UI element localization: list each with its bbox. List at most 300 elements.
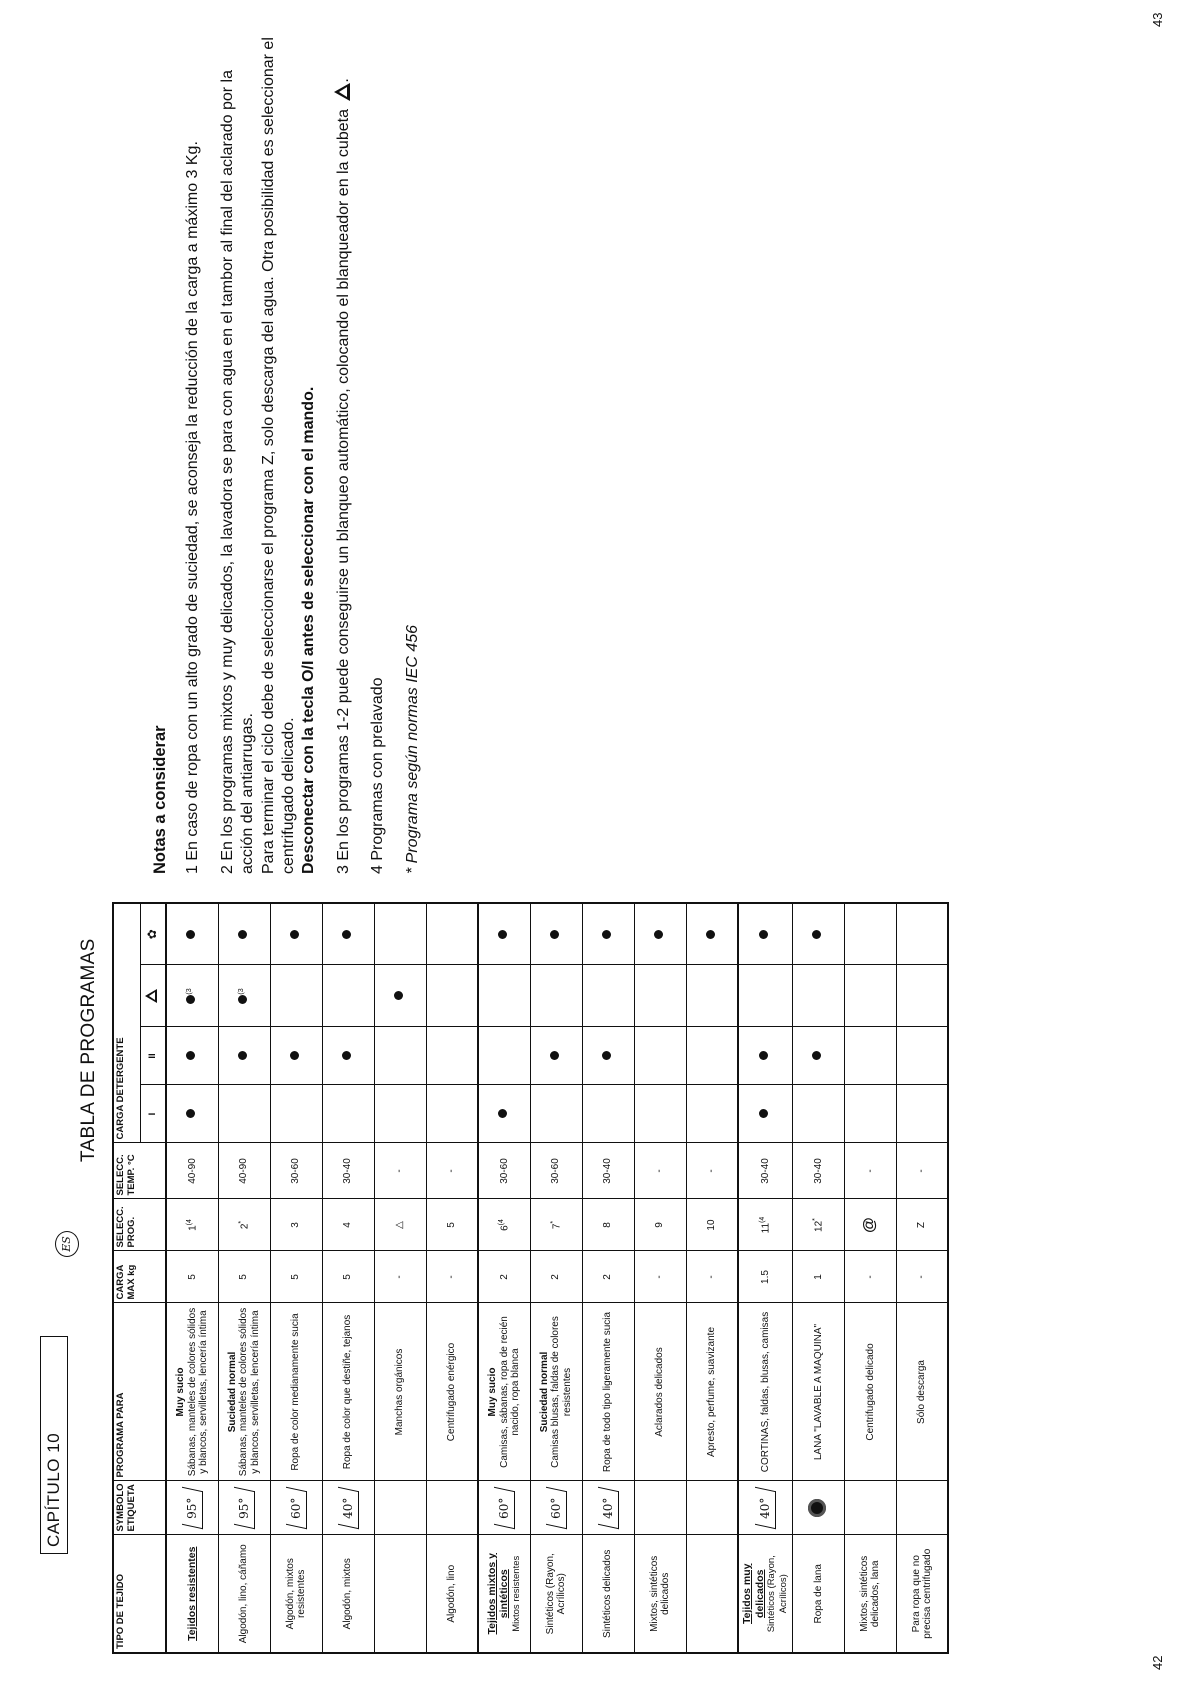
- prog-cell: [686, 1199, 738, 1251]
- detergent-cell-2: [166, 1027, 218, 1085]
- detergent-cell-4: [738, 903, 792, 965]
- prog-cell: [270, 1199, 322, 1251]
- prog-cell: [426, 1199, 478, 1251]
- prog-value: 9: [654, 1222, 666, 1228]
- programa-label: Sábanas, manteles de colores sólidos y blancos, servilletas, lencería íntima: [238, 1307, 261, 1477]
- tipo-cell: [478, 1535, 530, 1653]
- wash-temp-symbol: [494, 1487, 515, 1529]
- detergent-cell-4: [478, 903, 530, 965]
- detergent-cell-3: [218, 965, 270, 1027]
- detergent-cell-3: [478, 965, 530, 1027]
- detergent-cell-1: [844, 1085, 896, 1143]
- prog-cell: [582, 1199, 634, 1251]
- tipo-label: Algodón, mixtos: [342, 1558, 354, 1630]
- tipo-cell: [166, 1535, 218, 1653]
- prog-superscript: (4: [759, 1216, 766, 1223]
- programa-cell: [738, 1303, 792, 1481]
- detergent-cell-2: [792, 1027, 844, 1085]
- programa-label: Ropa de color que destiñe, tejanos: [342, 1314, 354, 1470]
- temp-value: -: [654, 1169, 666, 1173]
- tipo-cell: [322, 1535, 374, 1653]
- temp-cell: [218, 1143, 270, 1199]
- prog-cell: [792, 1199, 844, 1251]
- prog-superscript: *: [237, 1220, 245, 1224]
- header-simbolo: SYMBOLO ETIQUETA: [113, 1481, 166, 1535]
- page-number-right: 43: [1150, 12, 1165, 27]
- programa-heading: Muy sucio: [175, 1367, 186, 1417]
- carga-value: -: [916, 1275, 928, 1279]
- carga-cell: [686, 1251, 738, 1303]
- tipo-group-heading: Tejidos resistentes: [186, 1546, 198, 1641]
- detergent-cell-4: [166, 903, 218, 965]
- detergent-cell-1: [738, 1085, 792, 1143]
- spiral-icon: @: [861, 1217, 879, 1233]
- detergent-cell-3: [322, 965, 374, 1027]
- programa-cell: [478, 1303, 530, 1481]
- note-4: 4 Programas con prelavado: [369, 677, 387, 874]
- prog-value: Z: [916, 1221, 928, 1229]
- detergent-cell-1: [478, 1085, 530, 1143]
- detergent-cell-3: [530, 965, 582, 1027]
- detergent-dot: [290, 930, 299, 939]
- wash-temp-symbol-label: 40°: [340, 1497, 355, 1519]
- detergent-cell-3: [270, 965, 322, 1027]
- detergent-cell-1: [426, 1085, 478, 1143]
- detergent-cell-4: [582, 903, 634, 965]
- temp-value: 30-60: [290, 1158, 302, 1184]
- programa-label: LANA "LAVABLE A MAQUINA": [812, 1323, 824, 1461]
- detergent-cell-4: [792, 903, 844, 965]
- carga-value: -: [864, 1275, 876, 1279]
- tipo-label: Algodón, lino: [446, 1564, 457, 1623]
- programa-cell: [322, 1303, 374, 1481]
- symbol-cell: [218, 1481, 270, 1535]
- temp-value: 30-40: [812, 1158, 824, 1184]
- prog-superscript: (4: [497, 1219, 505, 1226]
- programa-cell: [686, 1303, 738, 1481]
- temp-cell: [530, 1143, 582, 1199]
- tipo-cell: [686, 1535, 738, 1653]
- table-row: [738, 903, 792, 1653]
- programa-cell: [374, 1303, 426, 1481]
- detergent-dot: [394, 992, 403, 1001]
- tipo-cell: [426, 1535, 478, 1653]
- tipo-label: Algodón, mixtos resistentes: [284, 1558, 307, 1630]
- detergent-dot: [550, 1052, 559, 1061]
- table-row: [634, 903, 686, 1653]
- temp-cell: [166, 1143, 218, 1199]
- symbol-cell: [844, 1481, 896, 1535]
- table-row: [582, 903, 634, 1653]
- temp-cell: [426, 1143, 478, 1199]
- temp-value: -: [916, 1169, 928, 1173]
- wash-temp-symbol: [338, 1487, 359, 1529]
- symbol-cell: [634, 1481, 686, 1535]
- carga-value: -: [706, 1275, 717, 1279]
- temp-value: -: [446, 1169, 457, 1173]
- prog-value: 7: [550, 1223, 562, 1230]
- carga-value: -: [394, 1275, 406, 1279]
- prog-value: 1: [187, 1225, 199, 1231]
- wash-temp-symbol-label: 95°: [236, 1497, 251, 1519]
- detergent-cell-1: [322, 1085, 374, 1143]
- tipo-cell: [792, 1535, 844, 1653]
- detergent-dot: [342, 930, 351, 939]
- programa-label: Manchas orgánicos: [394, 1348, 406, 1436]
- temp-cell: [686, 1143, 738, 1199]
- wash-temp-symbol: [234, 1487, 255, 1529]
- prog-cell: [166, 1199, 218, 1251]
- detergent-dot: [550, 930, 559, 939]
- detergent-dot: [602, 1052, 611, 1061]
- detergent-cell-4: [322, 903, 374, 965]
- header-tipo: TIPO DE TEJIDO: [113, 1535, 166, 1653]
- detergent-cell-1: [530, 1085, 582, 1143]
- tipo-cell: [844, 1535, 896, 1653]
- detergent-cell-3: [426, 965, 478, 1027]
- detergent-dot: [759, 930, 768, 939]
- temp-value: 30-60: [550, 1158, 562, 1184]
- detergent-cell-2: [530, 1027, 582, 1085]
- tipo-label: Algodón, lino, cáñamo: [238, 1544, 250, 1644]
- detergent-cell-1: [634, 1085, 686, 1143]
- detergent-cell-3: [738, 965, 792, 1027]
- programa-cell: [426, 1303, 478, 1481]
- detergent-cell-4: [530, 903, 582, 965]
- carga-cell: [374, 1251, 426, 1303]
- detergent-cell-4: [844, 903, 896, 965]
- table-row: [218, 903, 270, 1653]
- wash-temp-symbol-label: 60°: [496, 1497, 511, 1519]
- programa-label: Ropa de color medianamente sucia: [290, 1313, 302, 1471]
- detergent-cell-3: [166, 965, 218, 1027]
- temp-value: 30-40: [602, 1158, 614, 1184]
- prog-value: 6: [499, 1225, 511, 1231]
- detergent-cell-3: [844, 965, 896, 1027]
- programa-heading: Suciedad normal: [226, 1351, 238, 1433]
- tipo-cell: [896, 1535, 948, 1653]
- detergent-cell-1: [896, 1085, 948, 1143]
- tipo-label: Sintéticos (Rayon, Acrílicos): [544, 1553, 567, 1635]
- symbol-cell: [322, 1481, 374, 1535]
- temp-value: -: [864, 1169, 876, 1173]
- wash-temp-symbol: [546, 1487, 567, 1529]
- programa-label: Camisas blusas, faldas de colores resistentes: [550, 1316, 573, 1468]
- symbol-cell: [582, 1481, 634, 1535]
- detergent-dot: [706, 930, 715, 939]
- prog-value: 8: [602, 1222, 614, 1228]
- detergent-cell-4: [270, 903, 322, 965]
- table-row: [322, 903, 374, 1653]
- detergent-cell-2: [582, 1027, 634, 1085]
- temp-value: 40-90: [186, 1158, 198, 1184]
- carga-value: 5: [186, 1274, 198, 1280]
- carga-cell: [634, 1251, 686, 1303]
- detergent-dot: [498, 930, 507, 939]
- carga-cell: [738, 1251, 792, 1303]
- detergent-dot: [186, 930, 195, 939]
- note-2c: Desconectar con la tecla O/I antes de seleccionar con el mando.: [300, 386, 318, 874]
- detergent-dot: [812, 930, 821, 939]
- detergent-dot: [186, 1110, 195, 1119]
- prog-cell: [844, 1199, 896, 1251]
- detergent-cell-4: [426, 903, 478, 965]
- programa-label: Camisas, sábanas, ropa de recién nacido, ropa blanca: [498, 1316, 521, 1468]
- prog-superscript: *: [549, 1220, 557, 1224]
- detergent-cell-4: [634, 903, 686, 965]
- detergent-cell-1: [374, 1085, 426, 1143]
- detergent-cell-3: [634, 965, 686, 1027]
- table-row: [166, 903, 218, 1653]
- symbol-cell: [738, 1481, 792, 1535]
- programa-label: Aclarados delicados: [654, 1347, 666, 1437]
- prog-superscript: (4: [185, 1219, 193, 1226]
- tipo-group-heading: Tejidos mixtos y sintéticos: [485, 1553, 511, 1635]
- symbol-cell: [270, 1481, 322, 1535]
- programa-label: Centrifugado delicado: [864, 1343, 876, 1441]
- prog-cell: [530, 1199, 582, 1251]
- table-title: TABLA DE PROGRAMAS: [78, 938, 99, 1162]
- carga-cell: [218, 1251, 270, 1303]
- note-1: 1 En caso de ropa con un alto grado de suciedad, se aconseja la reducción de la carga a máximo 3 Kg.: [184, 141, 202, 874]
- prog-superscript: *: [811, 1218, 819, 1221]
- detergent-cell-2: [844, 1027, 896, 1085]
- programa-cell: [792, 1303, 844, 1481]
- symbol-cell: [166, 1481, 218, 1535]
- triangle-icon: [334, 83, 350, 101]
- wash-temp-symbol-label: 60°: [548, 1497, 563, 1519]
- detergent-dot: [238, 995, 247, 1004]
- temp-cell: [270, 1143, 322, 1199]
- programa-heading: Muy sucio: [487, 1367, 498, 1417]
- programa-cell: [634, 1303, 686, 1481]
- carga-cell: [844, 1251, 896, 1303]
- temp-cell: [738, 1143, 792, 1199]
- temp-value: 40-90: [238, 1158, 250, 1184]
- programs-table: [112, 902, 949, 1654]
- temp-cell: [478, 1143, 530, 1199]
- detergent-dot: [812, 1052, 821, 1061]
- detergent-cell-1: [166, 1085, 218, 1143]
- prog-value: 4: [342, 1222, 354, 1228]
- detergent-cell-1: [582, 1085, 634, 1143]
- detergent-dot: [186, 995, 195, 1004]
- prog-cell: [634, 1199, 686, 1251]
- carga-cell: [530, 1251, 582, 1303]
- programa-cell: [844, 1303, 896, 1481]
- prog-value: 2: [238, 1223, 250, 1230]
- detergent-cell-2: [478, 1027, 530, 1085]
- carga-cell: [166, 1251, 218, 1303]
- prog-value: 10: [706, 1219, 717, 1231]
- prog-cell: [738, 1199, 792, 1251]
- symbol-cell: [478, 1481, 530, 1535]
- table-row: [686, 903, 738, 1653]
- detergent-cell-1: [686, 1085, 738, 1143]
- table-row: [426, 903, 478, 1653]
- detergent-dot: [759, 1110, 768, 1119]
- wash-temp-symbol-label: 95°: [184, 1497, 199, 1519]
- detergent-cell-4: [686, 903, 738, 965]
- temp-cell: [582, 1143, 634, 1199]
- detergent-dot: [342, 1052, 351, 1061]
- table-row: [270, 903, 322, 1653]
- carga-cell: [792, 1251, 844, 1303]
- symbol-cell: [686, 1481, 738, 1535]
- detergent-cell-3: [582, 965, 634, 1027]
- programa-cell: [166, 1303, 218, 1481]
- table-row: [896, 903, 948, 1653]
- symbol-cell: [792, 1481, 844, 1535]
- programa-cell: [218, 1303, 270, 1481]
- detergent-cell-2: [686, 1027, 738, 1085]
- programa-label: Sábanas, manteles de colores sólidos y blancos, servilletas, lencería íntima: [186, 1307, 209, 1477]
- carga-value: 5: [342, 1274, 354, 1280]
- detergent-cell-1: [792, 1085, 844, 1143]
- detergent-superscript: (3: [237, 988, 245, 995]
- programa-label: Ropa de todo tipo ligeramente sucia: [602, 1311, 614, 1473]
- temp-cell: [896, 1143, 948, 1199]
- tipo-label: Sintéticos delicados: [602, 1549, 614, 1638]
- detergent-cell-2: [896, 1027, 948, 1085]
- detergent-cell-4: [374, 903, 426, 965]
- header-carga: CARGA MAX kg: [113, 1251, 166, 1303]
- symbol-cell: [426, 1481, 478, 1535]
- temp-cell: [844, 1143, 896, 1199]
- detergent-dot: [238, 1052, 247, 1061]
- detergent-cell-2: [374, 1027, 426, 1085]
- wash-temp-symbol-label: 40°: [600, 1497, 615, 1519]
- programa-cell: [582, 1303, 634, 1481]
- wash-temp-symbol-label: 60°: [288, 1497, 303, 1519]
- detergent-cell-3: [374, 965, 426, 1027]
- wash-temp-symbol: [286, 1487, 307, 1529]
- tipo-group-heading: Tejidos muy delicados: [741, 1563, 766, 1624]
- carga-cell: [426, 1251, 478, 1303]
- note-5: * Programa según normas IEC 456: [403, 624, 421, 874]
- detergent-cell-3: [896, 965, 948, 1027]
- table-row: [844, 903, 896, 1653]
- carga-cell: [270, 1251, 322, 1303]
- detergent-cell-3: [686, 965, 738, 1027]
- wash-temp-symbol-label: 40°: [757, 1497, 772, 1519]
- symbol-cell: [374, 1481, 426, 1535]
- detergent-dot: [498, 1110, 507, 1119]
- header-temp: SELECC. TEMP. °C: [113, 1143, 166, 1199]
- tipo-label: Mixtos, sintéticos delicados, lana: [858, 1555, 882, 1632]
- note-2b: Para terminar el ciclo debe de seleccionarse el programa Z, solo descarga del agua. Otra posibilidad es seleccionar el centrifugado delicado.: [259, 37, 297, 874]
- detergent-cell-2: [270, 1027, 322, 1085]
- carga-value: 2: [498, 1274, 510, 1280]
- programa-label: CORTINAS, faldas, blusas, camisas: [759, 1311, 771, 1473]
- carga-value: 5: [290, 1274, 302, 1280]
- temp-value: 30-60: [498, 1158, 510, 1184]
- carga-value: -: [654, 1275, 666, 1279]
- prog-cell: [322, 1199, 374, 1251]
- carga-cell: [478, 1251, 530, 1303]
- detergent-cell-1: [218, 1085, 270, 1143]
- programa-cell: [530, 1303, 582, 1481]
- tipo-label: Mixtos, sintéticos delicados: [648, 1555, 671, 1632]
- carga-cell: [582, 1251, 634, 1303]
- prog-cell: [896, 1199, 948, 1251]
- table-row: [374, 903, 426, 1653]
- notes-title: Notas a considerar: [151, 725, 169, 874]
- prog-value: 5: [446, 1222, 457, 1228]
- programa-cell: [270, 1303, 322, 1481]
- carga-value: -: [446, 1275, 457, 1279]
- prog-cell: [218, 1199, 270, 1251]
- detergent-cell-2: [218, 1027, 270, 1085]
- header-detergente: CARGA DETERGENTE: [113, 903, 141, 1143]
- programa-label: Apresto, perfume, suavizante: [706, 1326, 717, 1458]
- prog-value: 3: [290, 1222, 302, 1228]
- temp-cell: [792, 1143, 844, 1199]
- tipo-label: Mixtos resistentes: [510, 1555, 522, 1632]
- tipo-cell: [738, 1535, 792, 1653]
- prog-value: 11: [760, 1222, 772, 1234]
- tipo-cell: [530, 1535, 582, 1653]
- detergent-dot: [238, 930, 247, 939]
- detergent-cell-2: [738, 1027, 792, 1085]
- chapter-label: CAPÍTULO 10: [40, 1336, 68, 1554]
- detergent-cell-2: [322, 1027, 374, 1085]
- note-2a: 2 En los programas mixtos y muy delicados, la lavadora se para con agua en el tambor al final del aclarado por la acción del antiarrugas.: [218, 70, 257, 874]
- temp-cell: [322, 1143, 374, 1199]
- prog-value: 12: [813, 1220, 825, 1232]
- tipo-label: Sintéticos (Rayon, Acrílicos): [766, 1555, 789, 1633]
- detergent-cell-2: [426, 1027, 478, 1085]
- note-3: 3 En los programas 1-2 puede conseguirse un blanqueo automático, colocando el blanqueador en la cubeta: [334, 109, 352, 874]
- detergent-cell-4: [218, 903, 270, 965]
- tipo-cell: [374, 1535, 426, 1653]
- carga-cell: [322, 1251, 374, 1303]
- detergent-dot: [759, 1052, 768, 1061]
- detergent-dot: [602, 930, 611, 939]
- symbol-cell: [896, 1481, 948, 1535]
- notes-section: Notas a considerar 1 En caso de ropa con un alto grado de suciedad, se aconseja la reducción de la carga a máximo 3 Kg. 2 En los programas mixtos y muy delicados, la lavadora se para con agua en el tambor al final del aclarado por la acción del antiarrugas. Para terminar el ciclo debe de seleccionarse el programa Z, solo descarga del agua. Otra posibilidad es seleccionar el centrifugado delicado. Desconectar con la tecla O/I antes de seleccionar con el mando. 3 En los programas 1-2 puede conseguirse un blanqueo automático, colocando el blanqueador en la cubeta . 4 Programas con prelavado * Programa según normas IEC 456: [150, 34, 437, 874]
- tipo-cell: [270, 1535, 322, 1653]
- temp-cell: [634, 1143, 686, 1199]
- table-row: [478, 903, 530, 1653]
- tipo-cell: [582, 1535, 634, 1653]
- prog-cell: [478, 1199, 530, 1251]
- header-det-ii: II: [141, 1027, 167, 1085]
- temp-cell: [374, 1143, 426, 1199]
- wash-temp-symbol: [755, 1487, 776, 1529]
- tipo-label: Para ropa que no precisa centrifugado: [910, 1548, 934, 1639]
- triangle-icon: [145, 989, 157, 1003]
- temp-value: -: [706, 1169, 717, 1173]
- temp-value: 30-40: [342, 1158, 354, 1184]
- programa-label: Sólo descarga: [916, 1360, 928, 1424]
- table-row: [530, 903, 582, 1653]
- programa-cell: [896, 1303, 948, 1481]
- tipo-cell: [218, 1535, 270, 1653]
- carga-value: 2: [550, 1274, 562, 1280]
- detergent-cell-2: [634, 1027, 686, 1085]
- carga-value: 5: [238, 1274, 250, 1280]
- carga-value: 2: [602, 1274, 614, 1280]
- detergent-cell-4: [896, 903, 948, 965]
- symbol-cell: [530, 1481, 582, 1535]
- programa-label: Centrifugado enérgico: [446, 1342, 457, 1442]
- language-badge: ES: [55, 1231, 79, 1257]
- prog-cell: [374, 1199, 426, 1251]
- tipo-cell: [634, 1535, 686, 1653]
- flower-icon: ✿: [145, 929, 160, 940]
- carga-value: 1.5: [759, 1270, 771, 1284]
